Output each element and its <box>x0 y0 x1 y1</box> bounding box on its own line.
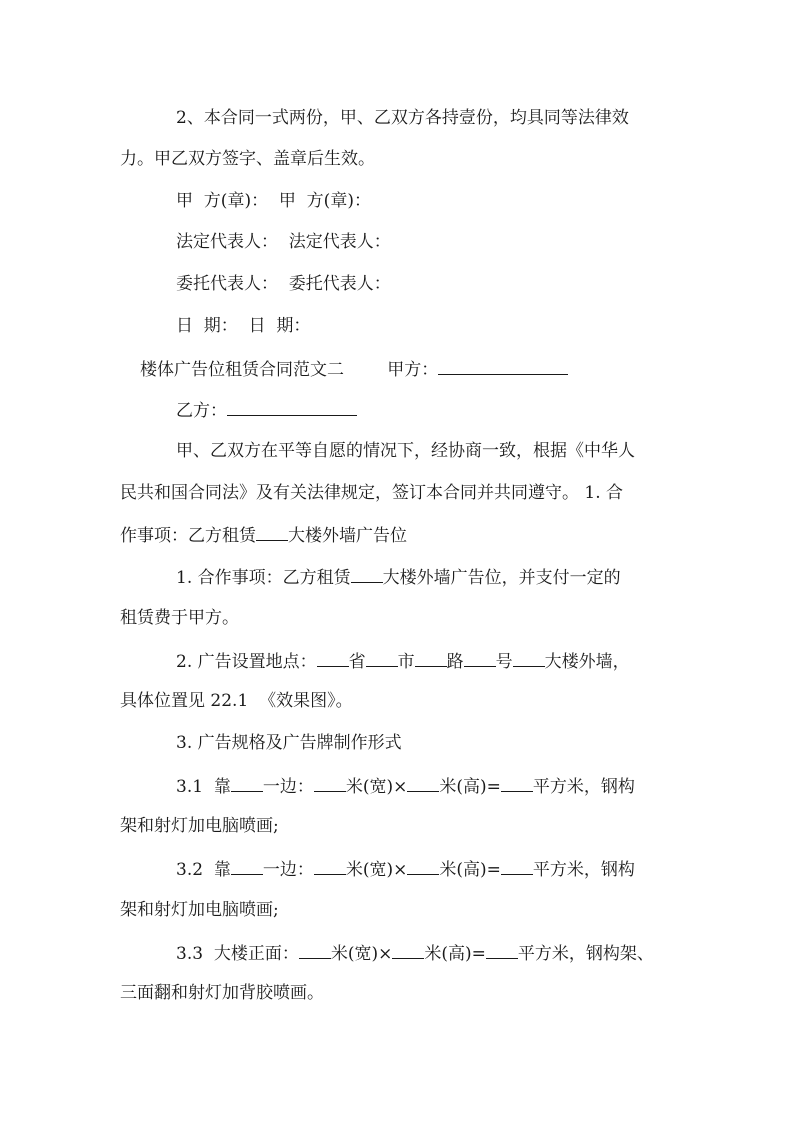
item-1-tail: 大楼外墙广告位，并支付一定的 <box>382 568 621 588</box>
item-3-1-width-label: 米(宽)× <box>345 777 408 797</box>
item-3-3-width-label: 米(宽)× <box>330 944 393 964</box>
building-blank <box>513 648 545 667</box>
party-b-line <box>176 397 357 423</box>
item-3-heading: 3. 广告规格及广告牌制作形式 <box>176 733 402 753</box>
number-label: 号 <box>495 652 513 672</box>
item-2-line-2: 具体位置见 22.1 《效果图》。 <box>120 691 353 711</box>
item-3-3-line-1 <box>176 940 654 966</box>
item-3-3-line-2: 三面翻和射灯加背胶喷画。 <box>120 983 324 1003</box>
item-3-1-area-blank <box>501 773 533 792</box>
item-3-2-line-2: 架和射灯加电脑喷画; <box>120 900 279 920</box>
item-3-1-height-blank <box>407 773 439 792</box>
item-3-2-line-1 <box>176 856 635 882</box>
item-3-3-width-blank <box>299 940 331 959</box>
item-3-2-side-blank <box>231 856 263 875</box>
intro-line-1: 甲、乙双方在平等自愿的情况下，经协商一致，根据《中华人 <box>176 441 635 461</box>
item-3-3-area-blank <box>486 940 518 959</box>
item-3-2-area-blank <box>501 856 533 875</box>
item-2-text: 2. 广告设置地点： <box>176 652 317 672</box>
signature-legal-rep: 法定代表人： 法定代表人： <box>176 232 391 252</box>
signature-agent: 委托代表人： 委托代表人： <box>176 274 391 294</box>
building-name-blank <box>256 522 288 541</box>
party-b-label: 乙方： <box>176 401 227 421</box>
province-label: 省 <box>348 652 366 672</box>
item-2-line-1 <box>176 648 630 674</box>
item-3-2-height-blank <box>407 856 439 875</box>
party-a-blank <box>438 356 568 375</box>
item-3-2-tail: 平方米，钢构 <box>532 860 635 880</box>
item-3-2-width-label: 米(宽)× <box>345 860 408 880</box>
contract-title-line <box>140 356 568 382</box>
intro-line-2: 民共和国合同法》及有关法律规定，签订本合同并共同遵守。 1. 合 <box>120 483 624 503</box>
clause-2-line-1: 2、本合同一式两份，甲、乙双方各持壹份，均具同等法律效 <box>176 108 629 128</box>
item-3-1-tail: 平方米，钢构 <box>532 777 635 797</box>
item-3-1-height-label: 米(高)= <box>439 777 501 797</box>
item-3-2-prefix: 3.2 靠 <box>176 860 231 880</box>
item-3-1-side-label: 一边： <box>262 777 314 797</box>
number-blank <box>464 648 496 667</box>
road-label: 路 <box>446 652 464 672</box>
city-blank <box>366 648 398 667</box>
item-3-3-prefix: 3.3 大楼正面： <box>176 944 299 964</box>
item-3-3-tail: 平方米，钢构架、 <box>517 944 654 964</box>
city-label: 市 <box>397 652 415 672</box>
province-blank <box>317 648 349 667</box>
item-1-blank <box>351 564 383 583</box>
item-3-1-width-blank <box>314 773 346 792</box>
item-3-2-side-label: 一边： <box>262 860 314 880</box>
item-2-tail: 大楼外墙， <box>544 652 630 672</box>
party-a-label: 甲方： <box>387 360 439 380</box>
party-b-blank <box>227 397 357 416</box>
intro-line-3 <box>120 522 407 548</box>
item-1-text: 1. 合作事项：乙方租赁 <box>176 568 351 588</box>
intro-line-3-tail: 大楼外墙广告位 <box>288 526 407 546</box>
item-1-line-1 <box>176 564 621 590</box>
clause-2-line-2: 力。甲乙双方签字、盖章后生效。 <box>120 149 375 169</box>
item-3-1-line-1 <box>176 773 635 799</box>
item-3-2-height-label: 米(高)= <box>439 860 501 880</box>
item-3-1-line-2: 架和射灯加电脑喷画; <box>120 816 279 836</box>
item-3-2-width-blank <box>314 856 346 875</box>
signature-party: 甲 方(章)： 甲 方(章)： <box>176 191 371 211</box>
road-blank <box>415 648 447 667</box>
contract-title: 楼体广告位租赁合同范文二 <box>140 360 344 380</box>
signature-date: 日 期： 日 期： <box>176 316 311 336</box>
item-3-3-height-blank <box>392 940 424 959</box>
intro-line-3-text: 作事项：乙方租赁 <box>120 526 256 546</box>
item-3-1-side-blank <box>231 773 263 792</box>
item-3-3-height-label: 米(高)= <box>424 944 486 964</box>
item-3-1-prefix: 3.1 靠 <box>176 777 231 797</box>
item-1-line-2: 租赁费于甲方。 <box>120 608 239 628</box>
